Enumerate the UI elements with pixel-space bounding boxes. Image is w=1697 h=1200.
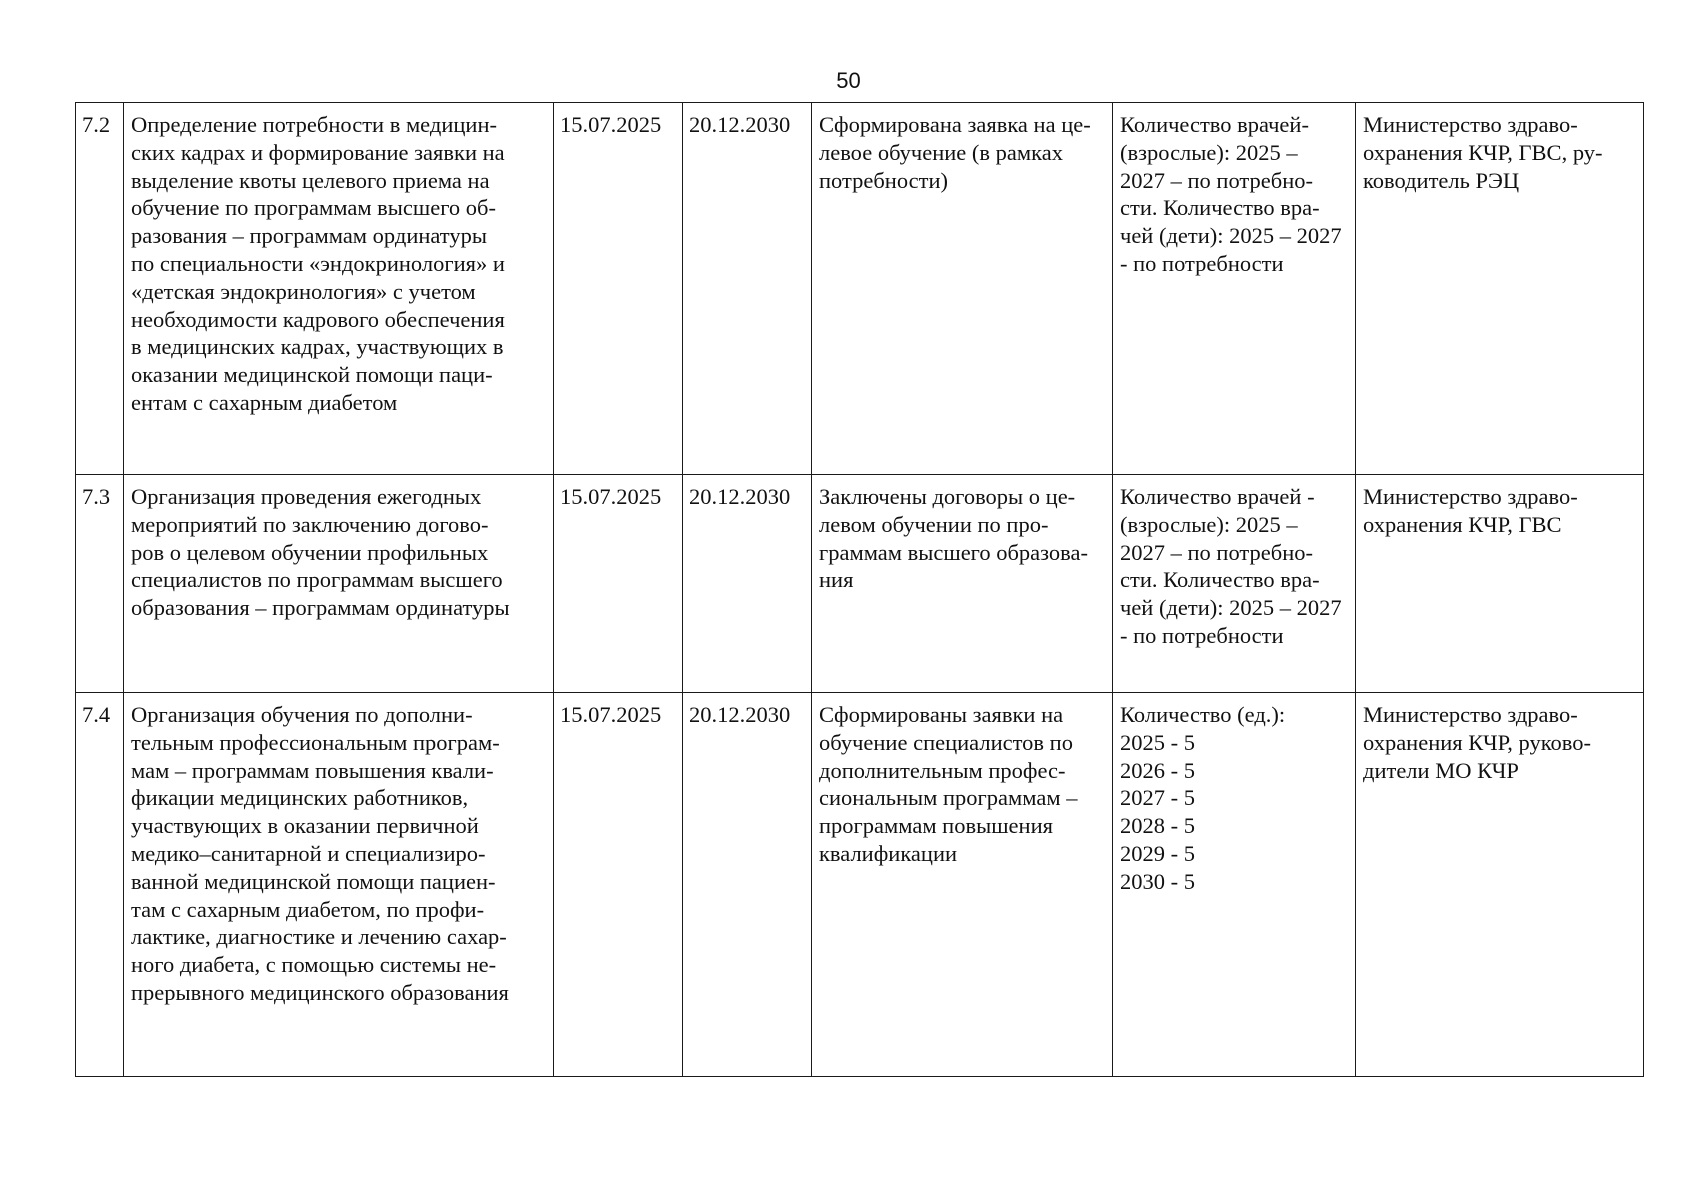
- row-number: 7.3: [76, 475, 124, 693]
- start-date: 15.07.2025: [554, 693, 683, 1077]
- responsible-party: Министерство здраво- охранения КЧР, руково- дители МО КЧР: [1356, 693, 1644, 1077]
- expected-result: Сформированы заявки на обучение специалистов по дополнительным профес- сиональным программам – программам повышения квалификации: [812, 693, 1113, 1077]
- responsible-party: Министерство здраво- охранения КЧР, ГВС: [1356, 475, 1644, 693]
- expected-result: Сформирована заявка на це- левое обучение (в рамках потребности): [812, 103, 1113, 475]
- table-row: [76, 475, 1644, 693]
- activity-description: Организация обучения по дополни- тельным профессиональным програм- мам – программам повышения квали- фикации медицинских работников, участвующих в оказании первичной медико–санитарной и специализиро- ванной медицинской помощи пациен- там с сахарным диабетом, по профи- лактике, диагностике и лечению сахар- ного диабета, с помощью системы не- прерывного медицинского образования: [124, 693, 554, 1077]
- end-date: 20.12.2030: [683, 103, 812, 475]
- end-date: 20.12.2030: [683, 693, 812, 1077]
- start-date: 15.07.2025: [554, 475, 683, 693]
- activity-description: Определение потребности в медицин- ских кадрах и формирование заявки на выделение квоты целевого приема на обучение по программам высшего об- разования – программам ординатуры по специальности «эндокринология» и «детская эндокринология» с учетом необходимости кадрового обеспечения в медицинских кадрах, участвующих в оказании медицинской помощи паци- ентам с сахарным диабетом: [124, 103, 554, 475]
- end-date: 20.12.2030: [683, 475, 812, 693]
- row-number: 7.4: [76, 693, 124, 1077]
- page-number: 50: [836, 68, 861, 93]
- responsible-party: Министерство здраво- охранения КЧР, ГВС, ру- ководитель РЭЦ: [1356, 103, 1644, 475]
- activity-description: Организация проведения ежегодных мероприятий по заключению догово- ров о целевом обучении профильных специалистов по программам высшего образования – программам ординатуры: [124, 475, 554, 693]
- activity-plan-table: [75, 102, 1644, 1077]
- indicator: Количество врачей- (взрослые): 2025 – 2027 – по потребно- сти. Количество вра- чей (дети): 2025 – 2027 - по потребности: [1113, 103, 1356, 475]
- row-number: 7.2: [76, 103, 124, 475]
- table-row: [76, 103, 1644, 475]
- indicator: Количество (ед.): 2025 - 5 2026 - 5 2027 - 5 2028 - 5 2029 - 5 2030 - 5: [1113, 693, 1356, 1077]
- expected-result: Заключены договоры о це- левом обучении по про- граммам высшего образова- ния: [812, 475, 1113, 693]
- table-row: [76, 693, 1644, 1077]
- start-date: 15.07.2025: [554, 103, 683, 475]
- indicator: Количество врачей - (взрослые): 2025 – 2027 – по потребно- сти. Количество вра- чей (дети): 2025 – 2027 - по потребности: [1113, 475, 1356, 693]
